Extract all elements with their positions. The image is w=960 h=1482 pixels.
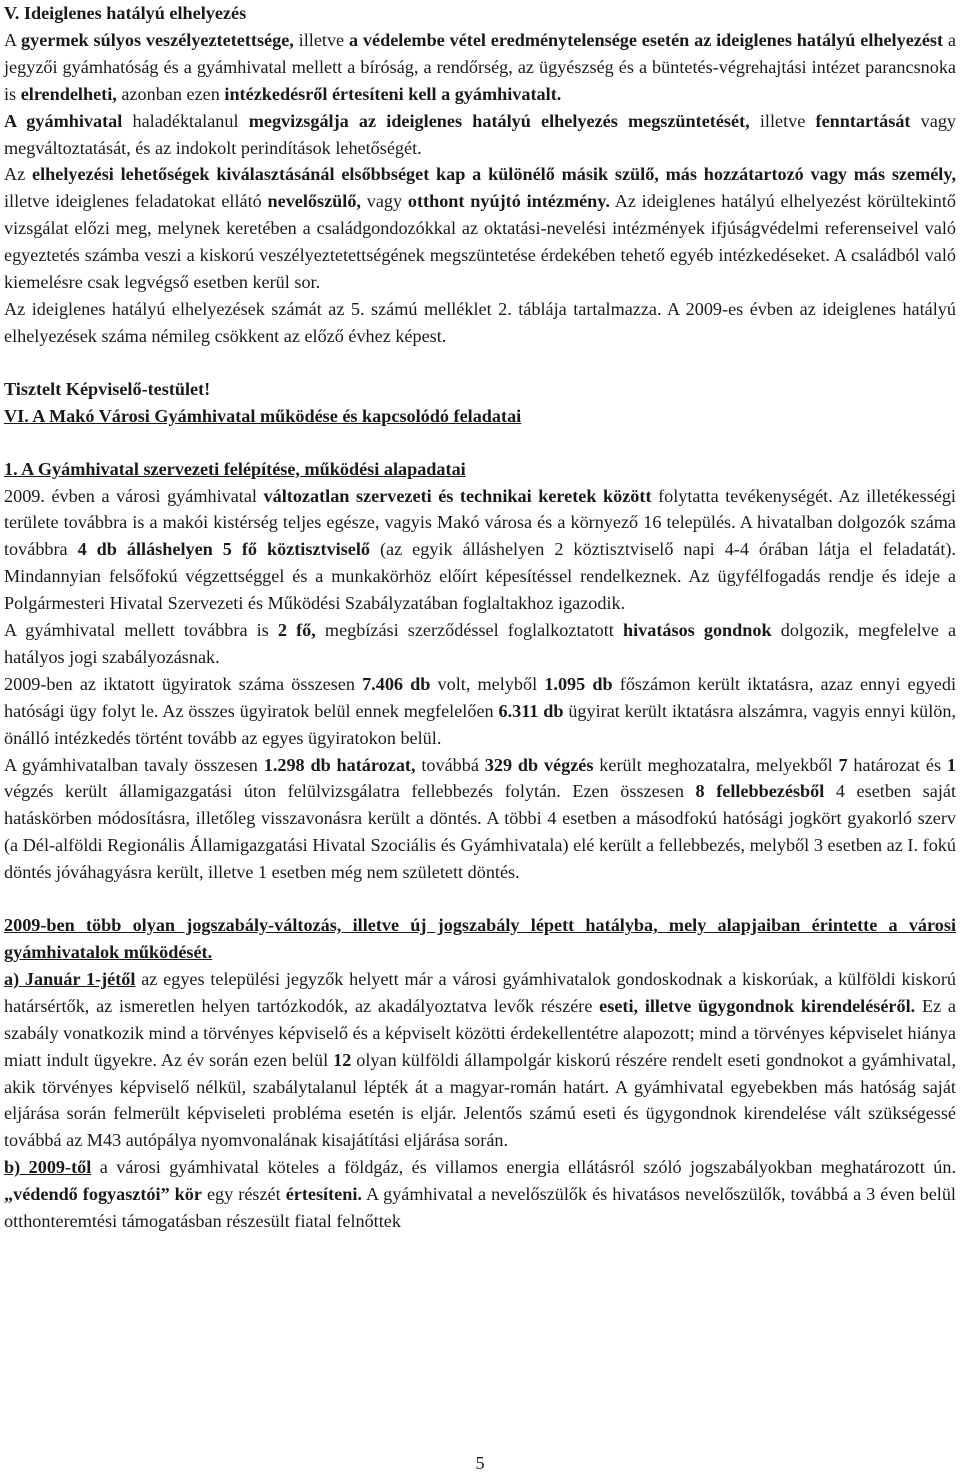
section-5-paragraph-2: A gyámhivatal haladéktalanul megvizsgálja az ideiglenes hatályú elhelyezés megszüntetését, illetve fenntartását vagy megváltoztatását, és az indokolt perindítások lehetőségét. [4, 110, 957, 158]
section-5-title: V. Ideiglenes hatályú elhelyezés [4, 3, 247, 23]
section-5-paragraph-1: A gyermek súlyos veszélyeztetettsége, illetve a védelembe vétel eredménytelensége esetén az ideiglenes hatályú elhelyezést a jegyzői gyámhatóság és a gyámhivatal mellett a bíróság, a rendőrség, az ügyészség és a büntetés-végrehajtási intézet parancsnoka is elrendelheti, azonban ezen intézkedésről értesíteni kell a gyámhivatalt. [4, 29, 956, 104]
paragraph-b: b) 2009-től a városi gyámhivatal köteles a földgáz, és villamos energia ellátásról szóló jogszabályokban meghatározott ún. „védendő fogyasztói” kör egy részét értesíteni. A gyámhivatal a nevelőszülők és hivatásos nevelőszülők, továbbá a 3 éven belül otthonteremtési támogatásban részesült fiatal felnőttek [4, 1157, 956, 1232]
spacer [4, 886, 956, 912]
spacer [4, 430, 956, 456]
section-6-paragraph-4: A gyámhivatalban tavaly összesen 1.298 db határozat, továbbá 329 db végzés került meghozatalra, melyekből 7 határozat és 1 végzés került államigazgatási úton felülvizsgálatra fellebbezés folytán. Ezen összesen 8 fellebbezésből 4 esetben saját hatáskörben módosításra, illetőleg visszavonásra került a döntés. A többi 4 esetben a másodfokú hatósági jogkört gyakorló szerv (a Dél-alföldi Regionális Államigazgatási Hivatal Szociális és Gyámhivatala) elé került a fellebbezés, melyből 3 esetben az I. fokú döntés jóváhagyásra került, illetve 1 esetben még nem született döntés. [4, 754, 956, 883]
section-6-subtitle: 1. A Gyámhivatal szervezeti felépítése, működési alapadatai [4, 458, 466, 479]
document-page [4, 0, 956, 1235]
section-6-paragraph-1: 2009. évben a városi gyámhivatal változatlan szervezeti és technikai keretek között folytatta tevékenységét. Az illetékességi területe továbbra is a makói kistérség teljes egésze, vagyis Makó városa és a környező 16 település. A hivatalban dolgozók száma továbbra 4 db álláshelyen 5 fő köztisztviselő (az egyik álláshelyen 2 köztisztviselő napi 4-4 órában látja el feladatát). Mindannyian felsőfokú végzettséggel és a munkakörhöz előírt képesítéssel rendelkeznek. Az ügyfélfogadás rendje és ideje a Polgármesteri Hivatal Szervezeti és Működési Szabályzatában foglaltakhoz igazodik. [4, 485, 956, 614]
section-6-title: VI. A Makó Városi Gyámhivatal működése és kapcsolódó feladatai [4, 405, 522, 426]
section-6-paragraph-2: A gyámhivatal mellett továbbra is 2 fő, megbízási szerződéssel foglalkoztatott hivatásos gondnok dolgozik, megfelelve a hatályos jogi szabályozásnak. [4, 620, 957, 667]
section-6-paragraph-3: 2009-ben az iktatott ügyiratok száma összesen 7.406 db volt, melyből 1.095 db főszámon került iktatásra, azaz ennyi egyedi hatósági ügy folyt le. Az összes ügyiratok belül ennek megfelelően 6.311 db ügyirat került iktatásra alszámra, vagyis ennyi külön, önálló intézkedés történt tovább az egyes ügyiratokon belül. [4, 673, 957, 748]
law-change-heading: 2009-ben több olyan jogszabály-változás, illetve új jogszabály lépett hatályba, mely alapjaiban érintette a városi gyámhivatalok működését. [4, 915, 956, 962]
paragraph-a: a) Január 1-jétől az egyes települési jegyzők helyett már a városi gyámhivatalok gondoskodnak a kiskorúak, a külföldi kiskorú határsértők, az ismeretlen helyen tartózkodók, az akadályoztatva levők részére eseti, illetve ügygondnok kirendeléséről. Ez a szabály vonatkozik mind a törvényes képviselő és a képviselt közötti érdekellentétre alapozott; mind a törvényes képviselet hiánya miatt indult ügyekre. Az év során ezen belül 12 olyan külföldi állampolgár kiskorú részére rendelt eseti gondnokot a gyámhivatal, akik törvényes képviselő nélkül, szabálytalanul lépték át a magyar-román határt. A gyámhivatal egyebekben más hatóság saját eljárása során felmerült képviseleti probléma esetén is eljár. Jelentős számú eseti és ügygondnok kirendelése vált szükségessé továbbá az M43 autópálya nyomvonalának kisajátítási eljárása során. [4, 968, 957, 1151]
page-number: 5 [475, 1453, 485, 1473]
section-5-paragraph-4: Az ideiglenes hatályú elhelyezések számát az 5. számú melléklet 2. táblája tartalmazza. A 2009-es évben az ideiglenes hatályú elhelyezések száma némileg csökkent az előző évhez képest. [4, 298, 956, 346]
section-5-paragraph-3: Az elhelyezési lehetőségek kiválasztásánál elsőbbséget kap a különélő másik szülő, más hozzátartozó vagy más személy, illetve ideiglenes feladatokat ellátó nevelőszülő, vagy otthont nyújtó intézmény. Az ideiglenes hatályú elhelyezést körültekintő vizsgálat előzi meg, melynek keretében a családgondozókkal az oktatási-nevelési intézmények ifjúságvédelmi referenseivel való egyeztetés számba veszi a kiskorú veszélyeztetettségének megszüntetése érdekében tehető egyéb intézkedéseket. A családból való kiemelésre csak legvégső esetben kerül sor. [4, 164, 956, 293]
address-line: Tisztelt Képviselő-testület! [4, 378, 211, 399]
spacer [4, 350, 956, 376]
